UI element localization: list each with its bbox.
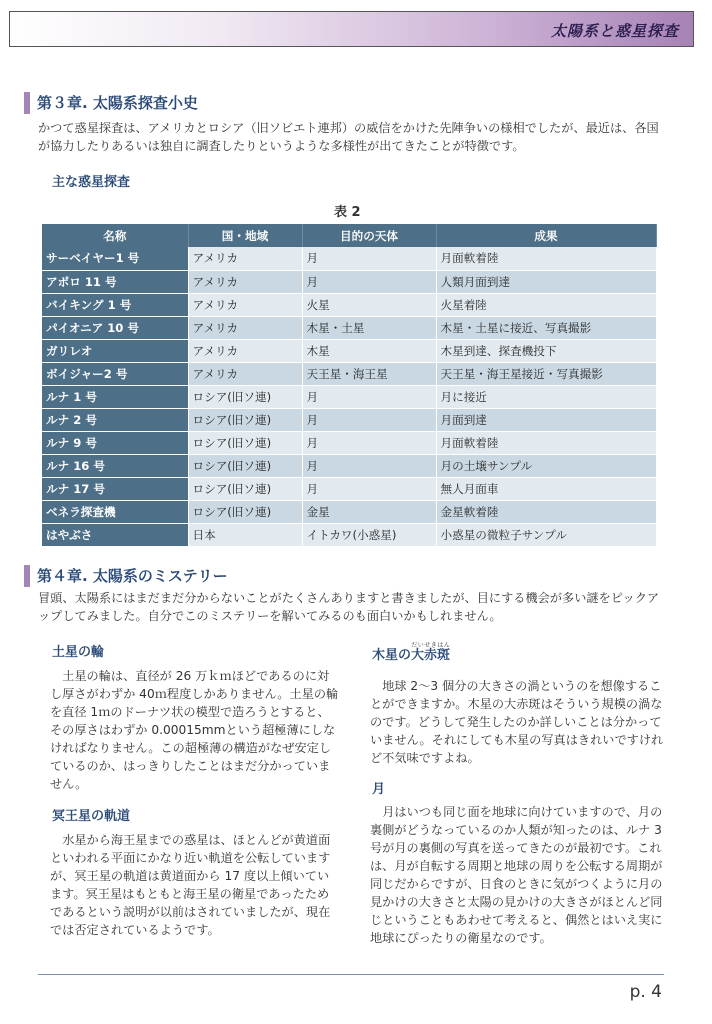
table-cell: 天王星・海王星 [302, 362, 436, 385]
table-row [42, 408, 656, 431]
probe-name-cell: ルナ 2 号 [42, 408, 188, 431]
table-header-cell: 目的の天体 [302, 224, 436, 247]
table-cell: 金星軟着陸 [436, 500, 656, 523]
pluto-body: 水星から海王星までの惑星は、ほとんどが黄道面といわれる平面にかなり近い軌道を公転していますが、冥王星の軌道は黄道面から 17 度以上傾いています。冥王星はもともと海王星の衛星であったためであるという説明が以前はされていましたが、現在では否定されているようです。 [50, 833, 331, 937]
table-cell: 月 [302, 247, 436, 270]
table-header-cell: 国・地域 [188, 224, 302, 247]
table-cell: 月面軟着陸 [436, 247, 656, 270]
section-4-intro: 冒頭、太陽系にはまだまだ分からないことがたくさんありますと書きましたが、目にする機会が多い謎をピックアップしてみました。自分でこのミステリーを解いてみるのも面白いかもしれません。 [38, 591, 660, 623]
table-row [42, 362, 656, 385]
table-cell: 無人月面車 [436, 477, 656, 500]
table-row [42, 477, 656, 500]
jupiter-title [372, 642, 450, 663]
table-header-cell: 名称 [42, 224, 188, 247]
page-number: p. 4 [629, 982, 662, 1002]
table-row [42, 523, 656, 546]
table-cell: 月 [302, 477, 436, 500]
probe-name-cell: ルナ 16 号 [42, 454, 188, 477]
table-cell: アメリカ [188, 339, 302, 362]
table-row [42, 431, 656, 454]
table-cell: ロシア(旧ソ連) [188, 500, 302, 523]
jupiter-title-ruby-text: だいせきはん [411, 642, 451, 649]
section-3-intro: かつて惑星探査は、アメリカとロシア（旧ソビエト連邦）の威信をかけた先陣争いの様相でしたが、最近は、各国が協力したりあるいは独自に調査したりというような多様性が出てきたことが特徴です。 [38, 121, 659, 153]
table-cell: ロシア(旧ソ連) [188, 454, 302, 477]
table-header-row [42, 224, 656, 247]
table-cell: ロシア(旧ソ連) [188, 385, 302, 408]
table-cell: 月 [302, 431, 436, 454]
table-row [42, 339, 656, 362]
table-row [42, 293, 656, 316]
probe-name-cell: ルナ 17 号 [42, 477, 188, 500]
table-cell: 月 [302, 408, 436, 431]
jupiter-body: 地球 2～3 個分の大きさの渦というのを想像することができますか。木星の大赤斑はそういう規模の渦なのです。どうして発生したのか詳しいことは分かっていません。それにしても木星の写真はきれいですけれど不気味ですよね。 [370, 679, 664, 765]
table-cell: 木星到達、探査機投下 [436, 339, 656, 362]
table-row [42, 316, 656, 339]
section-3-heading: 第３章. 太陽系探査小史 [24, 92, 198, 114]
probe-name-cell: サーベイヤー1 号 [42, 247, 188, 270]
header-banner [9, 11, 694, 47]
table-cell: アメリカ [188, 362, 302, 385]
table-cell: 月 [302, 454, 436, 477]
probe-table [42, 224, 657, 547]
probe-name-cell: ガリレオ [42, 339, 188, 362]
probe-subheading: 主な惑星探査 [52, 175, 131, 190]
probe-name-cell: アポロ 11 号 [42, 270, 188, 293]
footer-rule [38, 974, 664, 975]
table-row [42, 270, 656, 293]
table-row [42, 454, 656, 477]
table-cell: 月に接近 [436, 385, 656, 408]
table-cell: 木星・土星に接近、写真撮影 [436, 316, 656, 339]
probe-name-cell: ボイジャー2 号 [42, 362, 188, 385]
moon-body: 月はいつも同じ面を地球に向けていますので、月の裏側がどうなっているのか人類が知ったのは、ルナ 3 号が月の裏側の写真を送ってきたのが最初です。これは、月が自転する周期と地球の周りを公転する周期が同じだからですが、日食のときに気がつくように月の見かけの大きさと太陽の見かけの大きさがほとんど同じということもあわせて考えると、偶然とはいえ実に地球にぴったりの衛星なのです。 [370, 805, 663, 945]
table-cell: 天王星・海王星接近・写真撮影 [436, 362, 656, 385]
jupiter-title-ruby [411, 642, 451, 663]
saturn-body: 土星の輪は、直径が 26 万ｋｍほどであるのに対し厚さがわずか 40ｍ程度しかありません。土星の輪を直径 1ｍのドーナツ状の模型で造ろうとすると、その厚さはわずか 0.00015mmという超極薄にしなければなりません。この超極薄の構造がなぜ安定しているのか、はっきりしたことはまだ分かっていません。 [50, 669, 339, 791]
table-cell: アメリカ [188, 293, 302, 316]
table-cell: 火星 [302, 293, 436, 316]
table-row [42, 385, 656, 408]
table-header-cell: 成果 [436, 224, 656, 247]
probe-name-cell: ルナ 9 号 [42, 431, 188, 454]
moon-title: 月 [372, 782, 386, 797]
table-cell: 月面到達 [436, 408, 656, 431]
probe-name-cell: バイキング 1 号 [42, 293, 188, 316]
table-cell: 人類月面到達 [436, 270, 656, 293]
table-cell: 月 [302, 385, 436, 408]
table-cell: アメリカ [188, 247, 302, 270]
table-cell: ロシア(旧ソ連) [188, 408, 302, 431]
table-cell: アメリカ [188, 316, 302, 339]
probe-name-cell: はやぶさ [42, 523, 188, 546]
probe-name-cell: パイオニア 10 号 [42, 316, 188, 339]
table-cell: 火星着陸 [436, 293, 656, 316]
table-cell: 木星・土星 [302, 316, 436, 339]
saturn-title: 土星の輪 [52, 645, 105, 660]
table-cell: アメリカ [188, 270, 302, 293]
table-cell: ロシア(旧ソ連) [188, 477, 302, 500]
table-row [42, 247, 656, 270]
pluto-title: 冥王星の軌道 [52, 809, 131, 824]
document-title: 太陽系と惑星探査 [550, 22, 679, 40]
table-cell: 月 [302, 270, 436, 293]
section-4-heading: 第４章. 太陽系のミステリー [24, 565, 228, 587]
table-cell: ロシア(旧ソ連) [188, 431, 302, 454]
table-cell: 日本 [188, 523, 302, 546]
table-cell: 木星 [302, 339, 436, 362]
table-cell: 小惑星の微粒子サンプル [436, 523, 656, 546]
table-cell: 月の土壌サンプル [436, 454, 656, 477]
table-caption: 表 2 [334, 205, 361, 220]
probe-name-cell: ルナ 1 号 [42, 385, 188, 408]
jupiter-title-ruby-base: 大赤斑 [411, 648, 451, 663]
jupiter-title-prefix: 木星の [372, 648, 412, 663]
table-cell: 月面軟着陸 [436, 431, 656, 454]
table-cell: 金星 [302, 500, 436, 523]
table-cell: イトカワ(小惑星) [302, 523, 436, 546]
table-row [42, 500, 656, 523]
table-body [42, 247, 656, 546]
probe-name-cell: ベネラ探査機 [42, 500, 188, 523]
